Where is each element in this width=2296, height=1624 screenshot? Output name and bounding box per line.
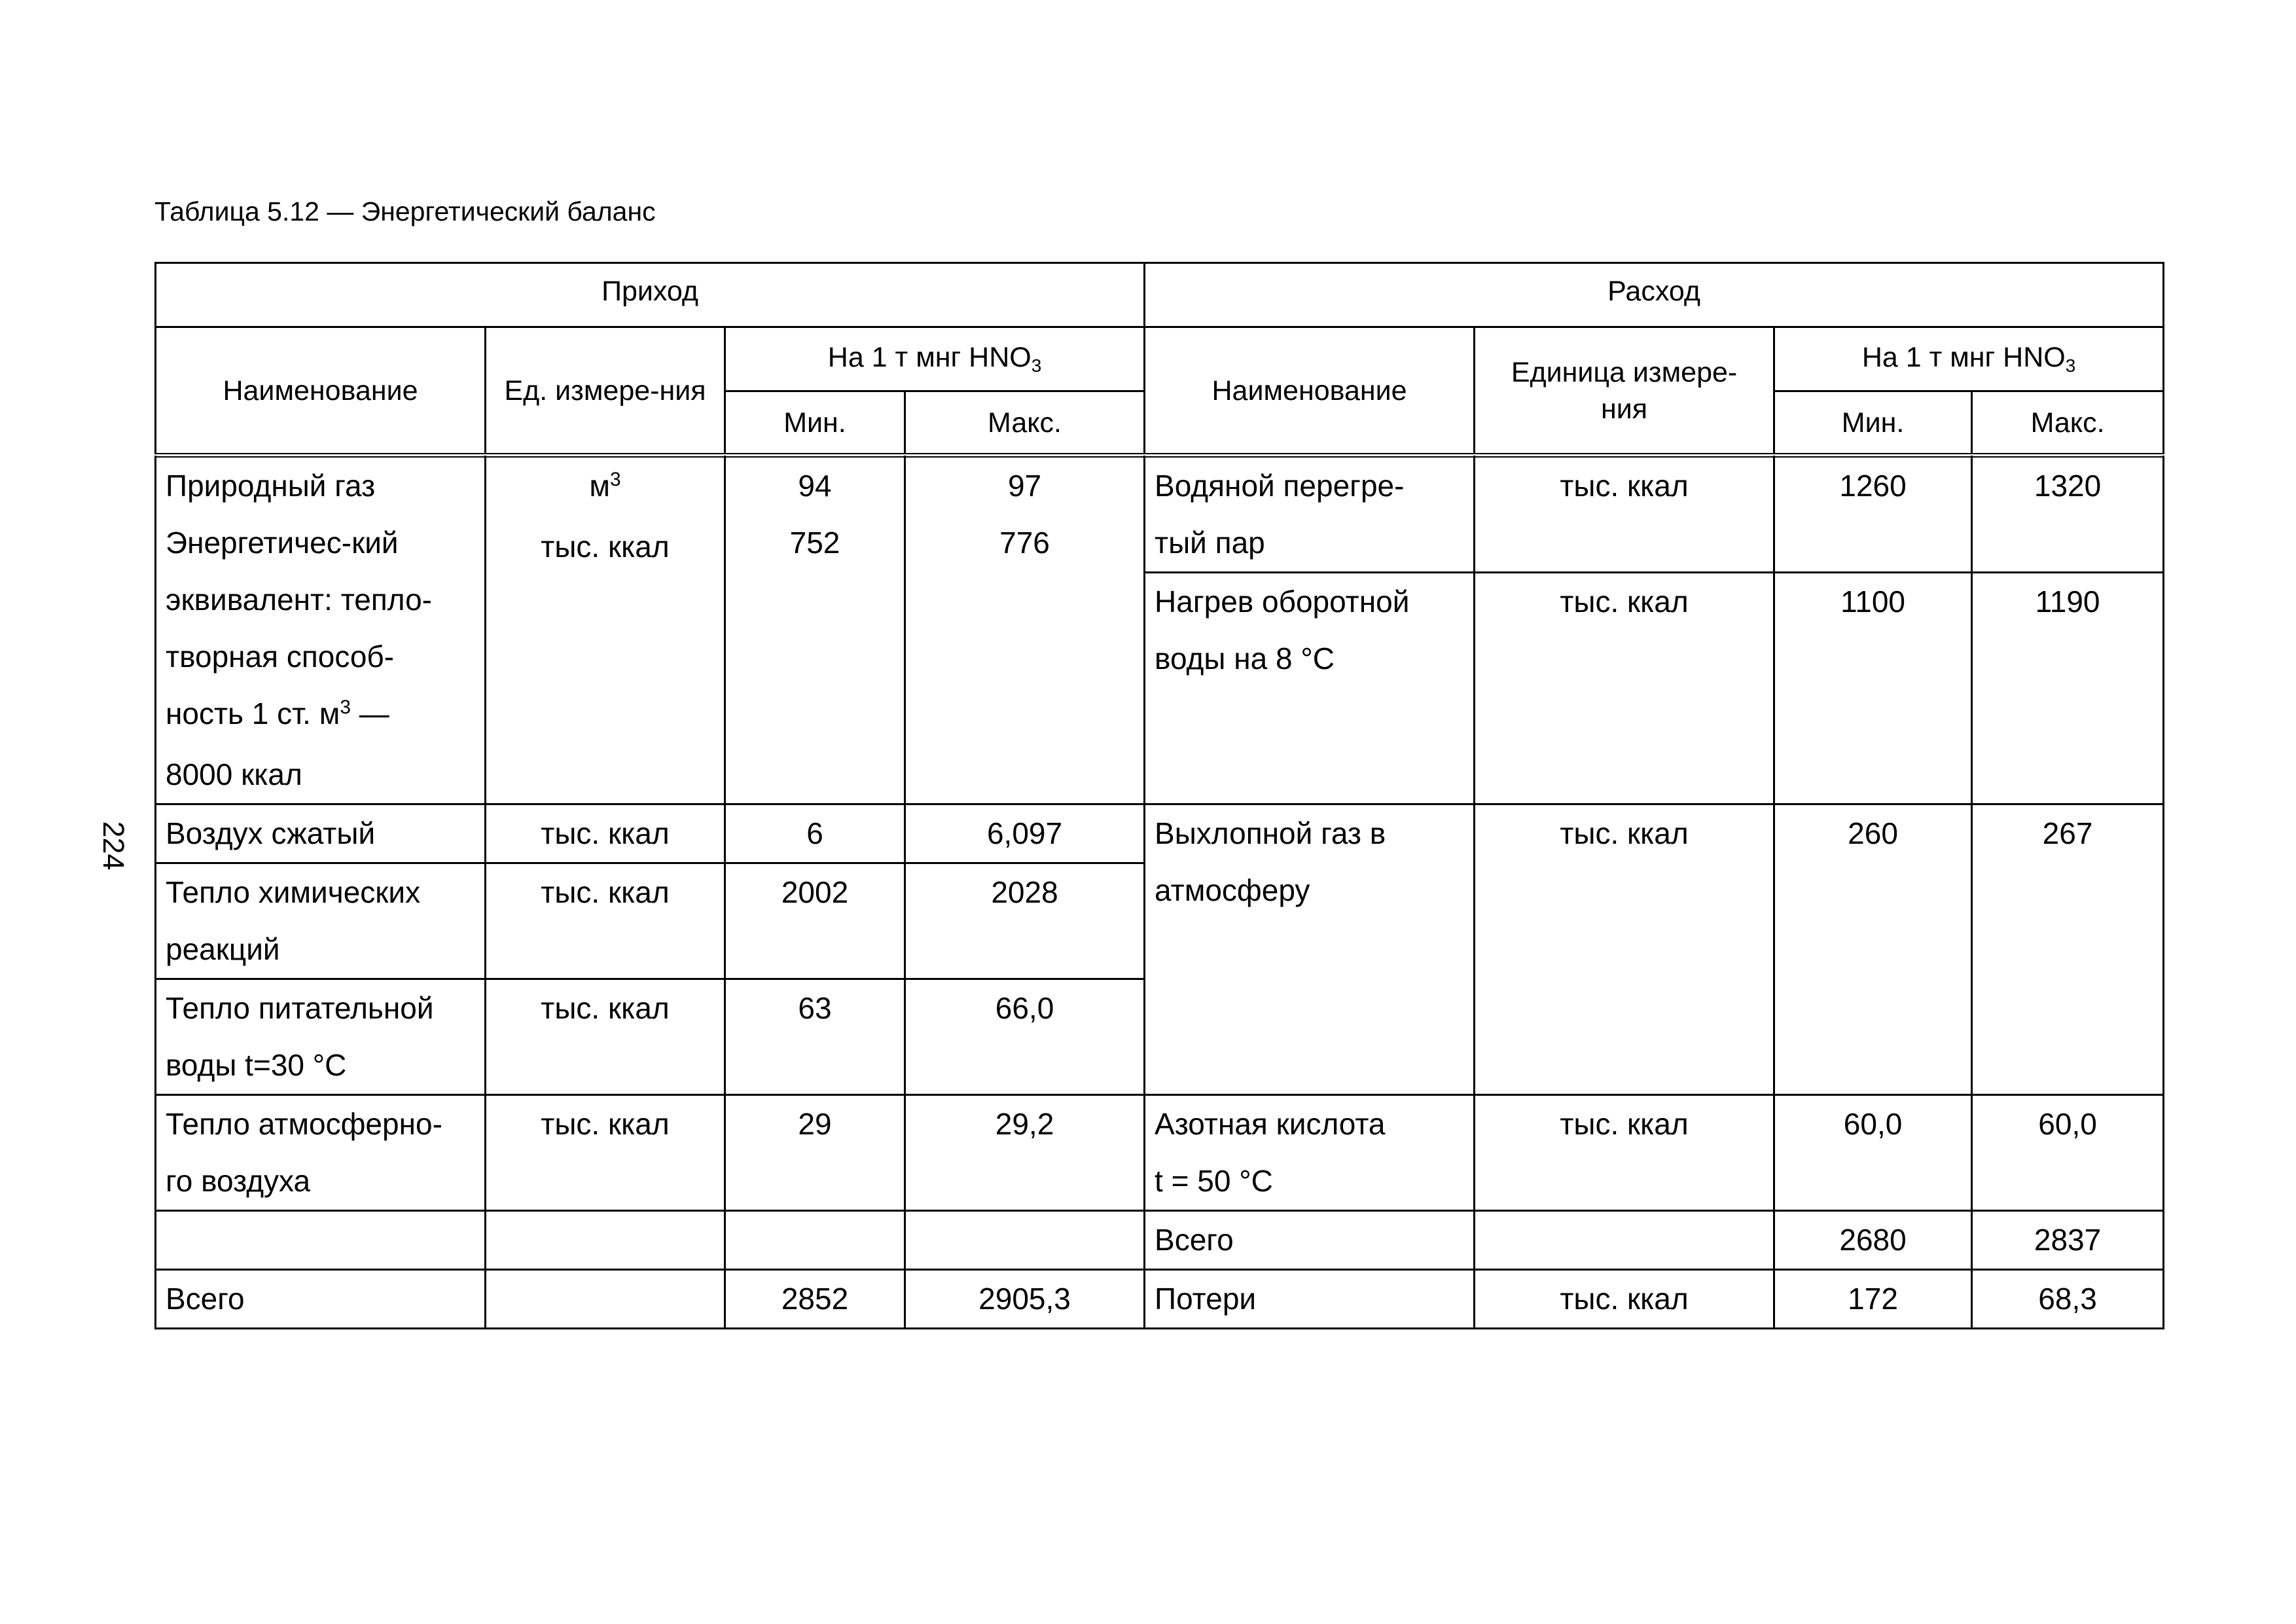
expense-name-total-text: Всего bbox=[1155, 1223, 1234, 1257]
income-unit-total bbox=[486, 1270, 725, 1329]
expense-max-acid bbox=[1972, 1095, 2164, 1211]
expense-max-losses bbox=[1972, 1270, 2164, 1329]
expense-name-acid-line-2: t = 50 °C bbox=[1155, 1164, 1273, 1198]
income-name-gas-energy bbox=[156, 456, 486, 804]
income-name-energy-line-2: эквивалент: тепло- bbox=[166, 583, 432, 617]
expense-name-losses-text: Потери bbox=[1155, 1282, 1257, 1316]
income-unit-atm-text: тыс. ккал bbox=[541, 1107, 670, 1141]
income-name-energy-line-1: Энергетичес-кий bbox=[166, 526, 399, 560]
table-row bbox=[156, 804, 2164, 863]
header-income-per-ton bbox=[725, 327, 1145, 391]
expense-min-water bbox=[1774, 573, 1972, 804]
header-income-per-ton-sub: 3 bbox=[1031, 355, 1042, 376]
income-unit-air-text: тыс. ккал bbox=[541, 816, 670, 850]
expense-unit-steam bbox=[1475, 456, 1774, 573]
header-income-per-ton-label: На 1 т мнг HNO bbox=[827, 342, 1031, 373]
income-max-energy: 776 bbox=[999, 526, 1050, 560]
income-min-total-text: 2852 bbox=[781, 1282, 849, 1316]
income-name-energy-line-3: творная способ- bbox=[166, 640, 395, 674]
income-min-atm-text: 29 bbox=[798, 1107, 832, 1141]
income-unit-atm bbox=[486, 1095, 725, 1211]
expense-name-exhaust-line-1: Выхлопной газ в bbox=[1155, 816, 1386, 850]
income-max-air-text: 6,097 bbox=[986, 816, 1063, 850]
expense-unit-acid bbox=[1475, 1095, 1774, 1211]
expense-name-water-line-2: воды на 8 °C bbox=[1155, 641, 1335, 676]
energy-balance-table bbox=[154, 262, 2164, 1329]
header-income-label: Приход bbox=[601, 276, 698, 307]
income-name-feed bbox=[156, 979, 486, 1095]
income-name-energy-sup: 3 bbox=[340, 696, 351, 718]
income-min-air bbox=[725, 804, 905, 863]
header-row-columns bbox=[156, 327, 2164, 391]
income-empty-min bbox=[725, 1211, 905, 1270]
income-max-feed-text: 66,0 bbox=[995, 991, 1054, 1025]
income-name-atm bbox=[156, 1095, 486, 1211]
income-max-gas-energy bbox=[905, 456, 1145, 804]
income-unit-feed bbox=[486, 979, 725, 1095]
expense-max-water bbox=[1972, 573, 2164, 804]
income-max-total bbox=[905, 1270, 1145, 1329]
income-name-chem-line-1: Тепло химических bbox=[166, 875, 421, 909]
header-income-max bbox=[905, 391, 1145, 456]
header-income-name-label: Наименование bbox=[223, 374, 418, 406]
income-name-energy-line-4 bbox=[166, 685, 479, 746]
expense-min-exhaust-text: 260 bbox=[1848, 816, 1898, 850]
income-name-air-text: Воздух сжатый bbox=[166, 816, 376, 850]
income-min-feed bbox=[725, 979, 905, 1095]
header-expense bbox=[1145, 263, 2164, 327]
income-min-gas-energy bbox=[725, 456, 905, 804]
header-expense-per-ton bbox=[1774, 327, 2164, 391]
expense-max-acid-text: 60,0 bbox=[2038, 1107, 2097, 1141]
table-row bbox=[156, 1270, 2164, 1329]
header-expense-label: Расход bbox=[1607, 276, 1700, 307]
expense-unit-losses bbox=[1475, 1270, 1774, 1329]
table-row bbox=[156, 1095, 2164, 1211]
header-income-min-label: Мин. bbox=[783, 406, 846, 439]
income-unit-gas-sup: 3 bbox=[610, 468, 621, 490]
expense-min-total-text: 2680 bbox=[1839, 1223, 1907, 1257]
header-expense-min-label: Мин. bbox=[1841, 406, 1905, 439]
expense-name-acid-line-1: Азотная кислота bbox=[1155, 1107, 1386, 1141]
expense-min-steam-text: 1260 bbox=[1839, 469, 1907, 503]
income-name-feed-line-1: Тепло питательной bbox=[166, 991, 434, 1025]
expense-max-exhaust-text: 267 bbox=[2042, 816, 2093, 850]
expense-unit-water-text: тыс. ккал bbox=[1560, 585, 1689, 619]
expense-name-total bbox=[1145, 1211, 1475, 1270]
income-name-total-text: Всего bbox=[166, 1282, 245, 1316]
expense-name-exhaust-line-2: атмосферу bbox=[1155, 873, 1310, 907]
expense-max-losses-text: 68,3 bbox=[2038, 1282, 2097, 1316]
income-max-air bbox=[905, 804, 1145, 863]
header-income-max-label: Макс. bbox=[988, 406, 1062, 439]
expense-unit-steam-text: тыс. ккал bbox=[1560, 469, 1689, 503]
expense-max-exhaust bbox=[1972, 804, 2164, 1095]
income-name-total bbox=[156, 1270, 486, 1329]
header-expense-unit-line-2: ния bbox=[1601, 393, 1648, 425]
expense-unit-exhaust-text: тыс. ккал bbox=[1560, 816, 1689, 850]
header-income-unit-label: Ед. измере-ния bbox=[504, 374, 706, 406]
income-name-chem-line-2: реакций bbox=[166, 932, 280, 966]
expense-min-water-text: 1100 bbox=[1840, 585, 1905, 619]
page-number: 224 bbox=[97, 821, 130, 871]
header-expense-per-ton-sub: 3 bbox=[2065, 355, 2076, 376]
expense-max-total-text: 2837 bbox=[2034, 1223, 2102, 1257]
expense-unit-exhaust bbox=[1475, 804, 1774, 1095]
expense-min-steam bbox=[1774, 456, 1972, 573]
income-unit-gas-text: м bbox=[589, 469, 610, 503]
income-empty-unit bbox=[486, 1211, 725, 1270]
expense-name-water bbox=[1145, 573, 1475, 804]
income-max-gas: 97 bbox=[1007, 469, 1042, 503]
income-name-air bbox=[156, 804, 486, 863]
income-max-chem-text: 2028 bbox=[991, 875, 1058, 909]
header-expense-per-ton-label: На 1 т мнг HNO bbox=[1861, 342, 2066, 373]
income-min-gas: 94 bbox=[798, 469, 832, 503]
income-max-atm bbox=[905, 1095, 1145, 1211]
income-unit-gas bbox=[486, 458, 724, 518]
table-row bbox=[156, 1211, 2164, 1270]
expense-max-total bbox=[1972, 1211, 2164, 1270]
header-expense-max bbox=[1972, 391, 2164, 456]
income-name-atm-line-2: го воздуха bbox=[166, 1164, 311, 1198]
expense-name-acid bbox=[1145, 1095, 1475, 1211]
income-name-energy-dash: — bbox=[350, 696, 389, 731]
income-max-total-text: 2905,3 bbox=[978, 1282, 1071, 1316]
income-max-chem bbox=[905, 863, 1145, 979]
expense-min-losses bbox=[1774, 1270, 1972, 1329]
income-min-chem-text: 2002 bbox=[781, 875, 849, 909]
income-max-feed bbox=[905, 979, 1145, 1095]
income-empty-max bbox=[905, 1211, 1145, 1270]
income-unit-chem bbox=[486, 863, 725, 979]
header-expense-max-label: Макс. bbox=[2030, 406, 2105, 439]
header-income-unit bbox=[486, 327, 725, 456]
income-name-gas: Природный газ bbox=[166, 469, 376, 503]
expense-unit-water bbox=[1475, 573, 1774, 804]
income-max-atm-text: 29,2 bbox=[995, 1107, 1054, 1141]
header-income-min bbox=[725, 391, 905, 456]
expense-min-exhaust bbox=[1774, 804, 1972, 1095]
table-caption: Таблица 5.12 — Энергетический баланс bbox=[154, 196, 656, 226]
header-expense-unit bbox=[1475, 327, 1774, 456]
expense-name-water-line-1: Нагрев оборотной bbox=[1155, 585, 1410, 619]
expense-name-steam bbox=[1145, 456, 1475, 573]
income-name-energy-line-4-text: ность 1 ст. м bbox=[166, 696, 340, 731]
header-expense-name bbox=[1145, 327, 1475, 456]
income-min-air-text: 6 bbox=[806, 816, 823, 850]
income-unit-gas-energy bbox=[486, 456, 725, 804]
income-name-chem bbox=[156, 863, 486, 979]
header-row-sections bbox=[156, 263, 2164, 327]
income-min-total bbox=[725, 1270, 905, 1329]
expense-min-total bbox=[1774, 1211, 1972, 1270]
income-min-chem bbox=[725, 863, 905, 979]
income-name-atm-line-1: Тепло атмосферно- bbox=[166, 1107, 442, 1141]
expense-unit-acid-text: тыс. ккал bbox=[1560, 1107, 1689, 1141]
header-expense-min bbox=[1774, 391, 1972, 456]
expense-name-steam-line-1: Водяной перегре- bbox=[1155, 469, 1405, 503]
expense-max-steam bbox=[1972, 456, 2164, 573]
income-unit-chem-text: тыс. ккал bbox=[541, 875, 670, 909]
income-name-feed-line-2: воды t=30 °C bbox=[166, 1048, 347, 1082]
income-min-feed-text: 63 bbox=[798, 991, 832, 1025]
expense-max-steam-text: 1320 bbox=[2034, 469, 2102, 503]
income-empty-name bbox=[156, 1211, 486, 1270]
expense-name-exhaust bbox=[1145, 804, 1475, 1095]
header-income-name bbox=[156, 327, 486, 456]
expense-min-acid bbox=[1774, 1095, 1972, 1211]
income-min-energy: 752 bbox=[789, 526, 840, 560]
expense-min-losses-text: 172 bbox=[1848, 1282, 1898, 1316]
expense-name-losses bbox=[1145, 1270, 1475, 1329]
header-income bbox=[156, 263, 1145, 327]
income-min-atm bbox=[725, 1095, 905, 1211]
expense-min-acid-text: 60,0 bbox=[1843, 1107, 1903, 1141]
header-expense-unit-line-1: Единица измере- bbox=[1511, 356, 1738, 388]
expense-unit-losses-text: тыс. ккал bbox=[1560, 1282, 1689, 1316]
income-name-energy-line-5: 8000 ккал bbox=[166, 757, 302, 791]
income-unit-energy: тыс. ккал bbox=[541, 530, 670, 564]
income-unit-feed-text: тыс. ккал bbox=[541, 991, 670, 1025]
header-expense-name-label: Наименование bbox=[1211, 374, 1407, 406]
expense-name-steam-line-2: тый пар bbox=[1155, 526, 1265, 560]
expense-unit-total bbox=[1475, 1211, 1774, 1270]
expense-max-water-text: 1190 bbox=[2035, 585, 2100, 619]
income-unit-air bbox=[486, 804, 725, 863]
